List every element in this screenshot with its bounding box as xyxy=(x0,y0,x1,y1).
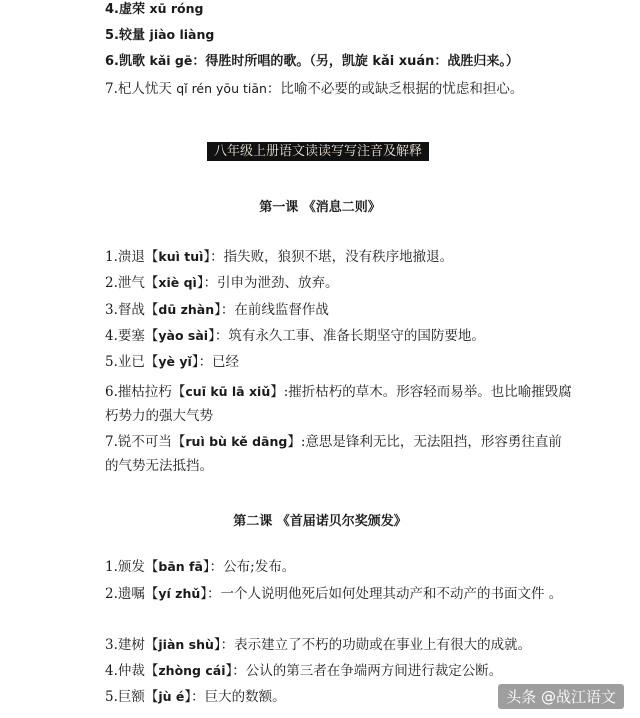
item-pinyin: jù é xyxy=(158,689,185,704)
item-definition: :摧折枯朽的草木。形容轻而易举。也比喻摧毁腐朽势力的强大气势 xyxy=(105,384,572,424)
item-number: 4. xyxy=(105,2,119,17)
vocab-item xyxy=(105,52,605,71)
item-pinyin: jiào liàng xyxy=(149,27,215,42)
item-number: 7. xyxy=(105,81,118,97)
item-number: 3. xyxy=(105,302,118,318)
item-definition: ：公布;发布。 xyxy=(209,559,296,575)
item-pinyin: zhòng cái xyxy=(158,663,226,678)
item-term: 业已 xyxy=(117,354,145,370)
item-term: 较量 xyxy=(118,28,145,43)
vocab-item: 4.仲裁【zhòng cái】：公认的第三者在争端两方间进行裁定公断。 xyxy=(105,663,503,679)
item-definition: ：一个人说明他死后如何处理其动产和不动产的书面文件 。 xyxy=(207,586,563,602)
watermark: 头条 @战江语文 xyxy=(498,684,624,709)
item-definition: ：指失败，狼狈不堪，没有秩序地撤退。 xyxy=(210,249,454,265)
item-term: 颁发 xyxy=(117,559,145,575)
item-number: 4. xyxy=(105,663,118,679)
vocab-item: 5.巨额【jù é】：巨大的数额。 xyxy=(105,689,286,705)
vocab-item: 7.锐不可当【ruì bù kě dāng】:意思是锋利无比，无法阻挡，形容勇往直前的气势无法抵挡。 xyxy=(105,434,562,474)
item-number: 4. xyxy=(105,328,118,344)
vocab-item: 3.督战【dū zhàn】：在前线监督作战 xyxy=(105,302,329,318)
item-term: 摧枯拉朽 xyxy=(117,384,172,400)
vocab-item: 4.要塞【yào sài】：筑有永久工事、准备长期坚守的国防要地。 xyxy=(105,328,485,344)
item-definition: ：已经 xyxy=(198,354,240,370)
item-number: 6. xyxy=(105,54,119,69)
vocab-item: 1.溃退【kuì tuì】：指失败，狼狈不堪，没有秩序地撤退。 xyxy=(105,249,454,265)
item-term: 巨额 xyxy=(117,689,145,705)
item-term: 督战 xyxy=(117,302,145,318)
item-term: 锐不可当 xyxy=(117,434,172,450)
vocab-item: 2.泄气【xiè qì】：引申为泄劲、放弃。 xyxy=(105,275,339,291)
vocab-item: 2.遗嘱【yí zhǔ】：一个人说明他死后如何处理其动产和不动产的书面文件 。 xyxy=(105,586,563,602)
item-number: 3. xyxy=(105,637,118,653)
item-number: 7. xyxy=(105,434,118,450)
item-number: 1. xyxy=(105,249,118,265)
item-term: 凯歌 xyxy=(118,54,145,69)
vocab-item: 1.颁发【bān fā】：公布;发布。 xyxy=(105,559,296,575)
item-pinyin: yào sài xyxy=(158,328,209,343)
vocab-item xyxy=(105,0,605,19)
item-definition: ：引申为泄劲、放弃。 xyxy=(203,275,339,291)
item-pinyin: ruì bù kě dāng xyxy=(185,434,288,449)
item-definition: :意思是锋利无比，无法阻挡，形容勇往直前的气势无法抵挡。 xyxy=(105,434,562,474)
item-number: 2. xyxy=(105,586,118,602)
item-term: 仲裁 xyxy=(117,663,145,679)
item-term: 泄气 xyxy=(117,275,145,291)
item-pinyin: jiàn shù xyxy=(158,637,214,652)
item-term: 虚荣 xyxy=(118,2,145,17)
item-number: 5. xyxy=(105,354,118,370)
item-definition: ：得胜时所唱的歌。（另，凯旋 kǎi xuán：战胜归来。） xyxy=(192,54,519,69)
item-definition: ：公认的第三者在争端两方间进行裁定公断。 xyxy=(232,663,503,679)
item-term: 遗嘱 xyxy=(117,586,145,602)
item-term: 杞人忧天 xyxy=(117,81,172,97)
item-pinyin: kǎi gē xyxy=(149,53,193,68)
item-pinyin: xiè qì xyxy=(158,275,197,290)
item-definition: ：在前线监督作战 xyxy=(220,302,329,318)
item-number: 1. xyxy=(105,559,118,575)
item-term: 要塞 xyxy=(117,328,145,344)
item-definition: ：巨大的数额。 xyxy=(191,689,286,705)
item-number: 2. xyxy=(105,275,118,291)
item-pinyin: qǐ rén yōu tiān xyxy=(176,81,267,96)
vocab-item: 6.摧枯拉朽【cuī kū lā xiǔ】:摧折枯朽的草木。形容轻而易举。也比喻摧毁腐朽势力的强大气势 xyxy=(105,384,572,424)
item-term: 建树 xyxy=(117,637,145,653)
lesson-title: 第一课 《消息二则》 xyxy=(259,200,381,215)
item-definition: ：表示建立了不朽的功勋或在事业上有很大的成就。 xyxy=(220,637,532,653)
lesson-title: 第二课 《首届诺贝尔奖颁发》 xyxy=(233,514,407,529)
vocab-item xyxy=(105,26,605,45)
item-number: 6. xyxy=(105,384,118,400)
item-pinyin: yè yǐ xyxy=(158,354,192,369)
item-pinyin: cuī kū lā xiǔ xyxy=(185,384,271,399)
vocab-item: 3.建树【jiàn shù】：表示建立了不朽的功勋或在事业上有很大的成就。 xyxy=(105,637,532,653)
item-definition: ：比喻不必要的或缺乏根据的忧虑和担心。 xyxy=(266,81,524,97)
item-number: 5. xyxy=(105,28,119,43)
section-heading: 八年级上册语文读读写写注音及解释 xyxy=(207,142,429,161)
vocab-item: 5.业已【yè yǐ】：已经 xyxy=(105,354,240,370)
item-pinyin: xū róng xyxy=(149,1,204,16)
item-definition: ：筑有永久工事、准备长期坚守的国防要地。 xyxy=(214,328,485,344)
item-pinyin: kuì tuì xyxy=(158,249,204,264)
item-pinyin: bān fā xyxy=(158,559,203,574)
item-pinyin: dū zhàn xyxy=(158,302,215,317)
vocab-item xyxy=(105,80,605,98)
item-number: 5. xyxy=(105,689,118,705)
item-term: 溃退 xyxy=(117,249,145,265)
item-pinyin: yí zhǔ xyxy=(158,586,201,601)
